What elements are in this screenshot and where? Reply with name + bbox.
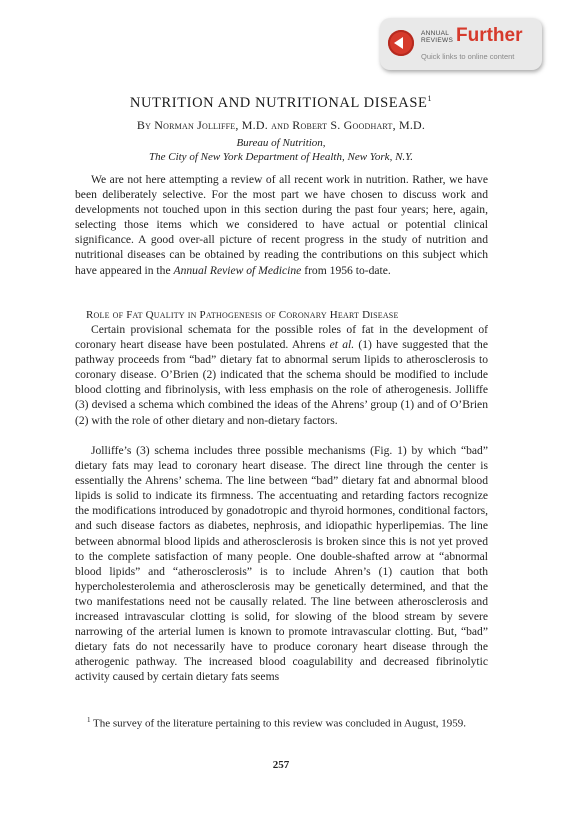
affiliation-department: The City of New York Department of Health, New York, N.Y. bbox=[148, 151, 414, 163]
body-paragraph-schemata: Certain provisional schemata for the possible roles of fat in the development of coronary heart disease have been postulated. Ahrens et al. (1) have suggested that the pathway proceeds from “bad” dietary fat to abnormal serum lipids to atherosclerosis to coronary disease. O’Brien (2) indicated that the schema should be modified to include blood clotting and fibrinolysis, with less emphasis on the role of atherogenesis. Jolliffe (3) devised a schema which combined the ideas of the Ahrens’ group (1) and of O’Brien (2) with the role of other dietary and non-dietary factors. bbox=[75, 323, 488, 427]
section-heading: Role of Fat Quality in Pathogenesis of Coronary Heart Disease bbox=[86, 309, 399, 321]
further-wordmark: Further bbox=[456, 25, 523, 46]
authors-line: By Norman Jolliffe, M.D. and Robert S. Goodhart, M.D. bbox=[136, 118, 426, 132]
affiliation-bureau: Bureau of Nutrition, bbox=[236, 137, 326, 149]
footnote: $^1$ The survey of the literature pertaining to this review was concluded in August, 1959. bbox=[87, 716, 467, 730]
banner-tagline: Quick links to online content bbox=[421, 52, 515, 61]
body-paragraph-mechanisms: Jolliffe’s (3) schema includes three possible mechanisms (Fig. 1) by which “bad” dietary fats may lead to coronary heart disease. The direct line through the center is essentially the Ahrens’ schema. The line between “bad” dietary fat and abnormal blood lipids is solid to indicate its firmness. The accentuating and retarding factors recognize the modifications introduced by gonadotropic and thyroid hormones, conditional factors, and such disease factors as diabetes, nephrosis, and idiopathic hyperlipemias. The line between abnormal blood lipids and atherosclerosis is broken since this is not yet proved to the complete satisfaction of many people. One double-shafted arrow at “abnormal blood lipids” and “atherosclerosis” is to include Ahren’s (1) caution that both hypercholesterolemia and atherosclerosis may be genetically determined, and that the two manifestations need not be causally related. The line between atherosclerosis and increased intravascular clotting is solid, for slowing of the blood stream by severe narrowing of the arterial lumen is known to promote intravascular clotting. But, “bad” dietary fats do not necessarily have to produce coronary heart disease through the atherogenic pathway. The increased blood coagulability and decreased fibrinolytic activity caused by certain dietary fats seems bbox=[75, 444, 488, 684]
back-arrow-icon bbox=[388, 30, 414, 56]
article-title: NUTRITION AND NUTRITIONAL DISEASE$^1$ bbox=[129, 94, 433, 111]
page-number: 257 bbox=[272, 759, 290, 771]
intro-paragraph: We are not here attempting a review of all recent work in nutrition. Rather, we have been deliberately selective. For the most part we have chosen to discuss work and developments not touched upon in this section during the past four years; here, again, selecting those items which we considered to have actual or potential clinical significance. A good over-all picture of recent progress in the study of nutrition and nutritional diseases can be obtained by reading the contributions on this subject which have appeared in the Annual Review of Medicine from 1956 to-date. bbox=[75, 173, 488, 277]
further-banner[interactable] bbox=[380, 18, 542, 70]
annual-reviews-logo: ANNUAL REVIEWS bbox=[421, 30, 454, 44]
title-footnote-mark: 1 bbox=[427, 94, 433, 103]
